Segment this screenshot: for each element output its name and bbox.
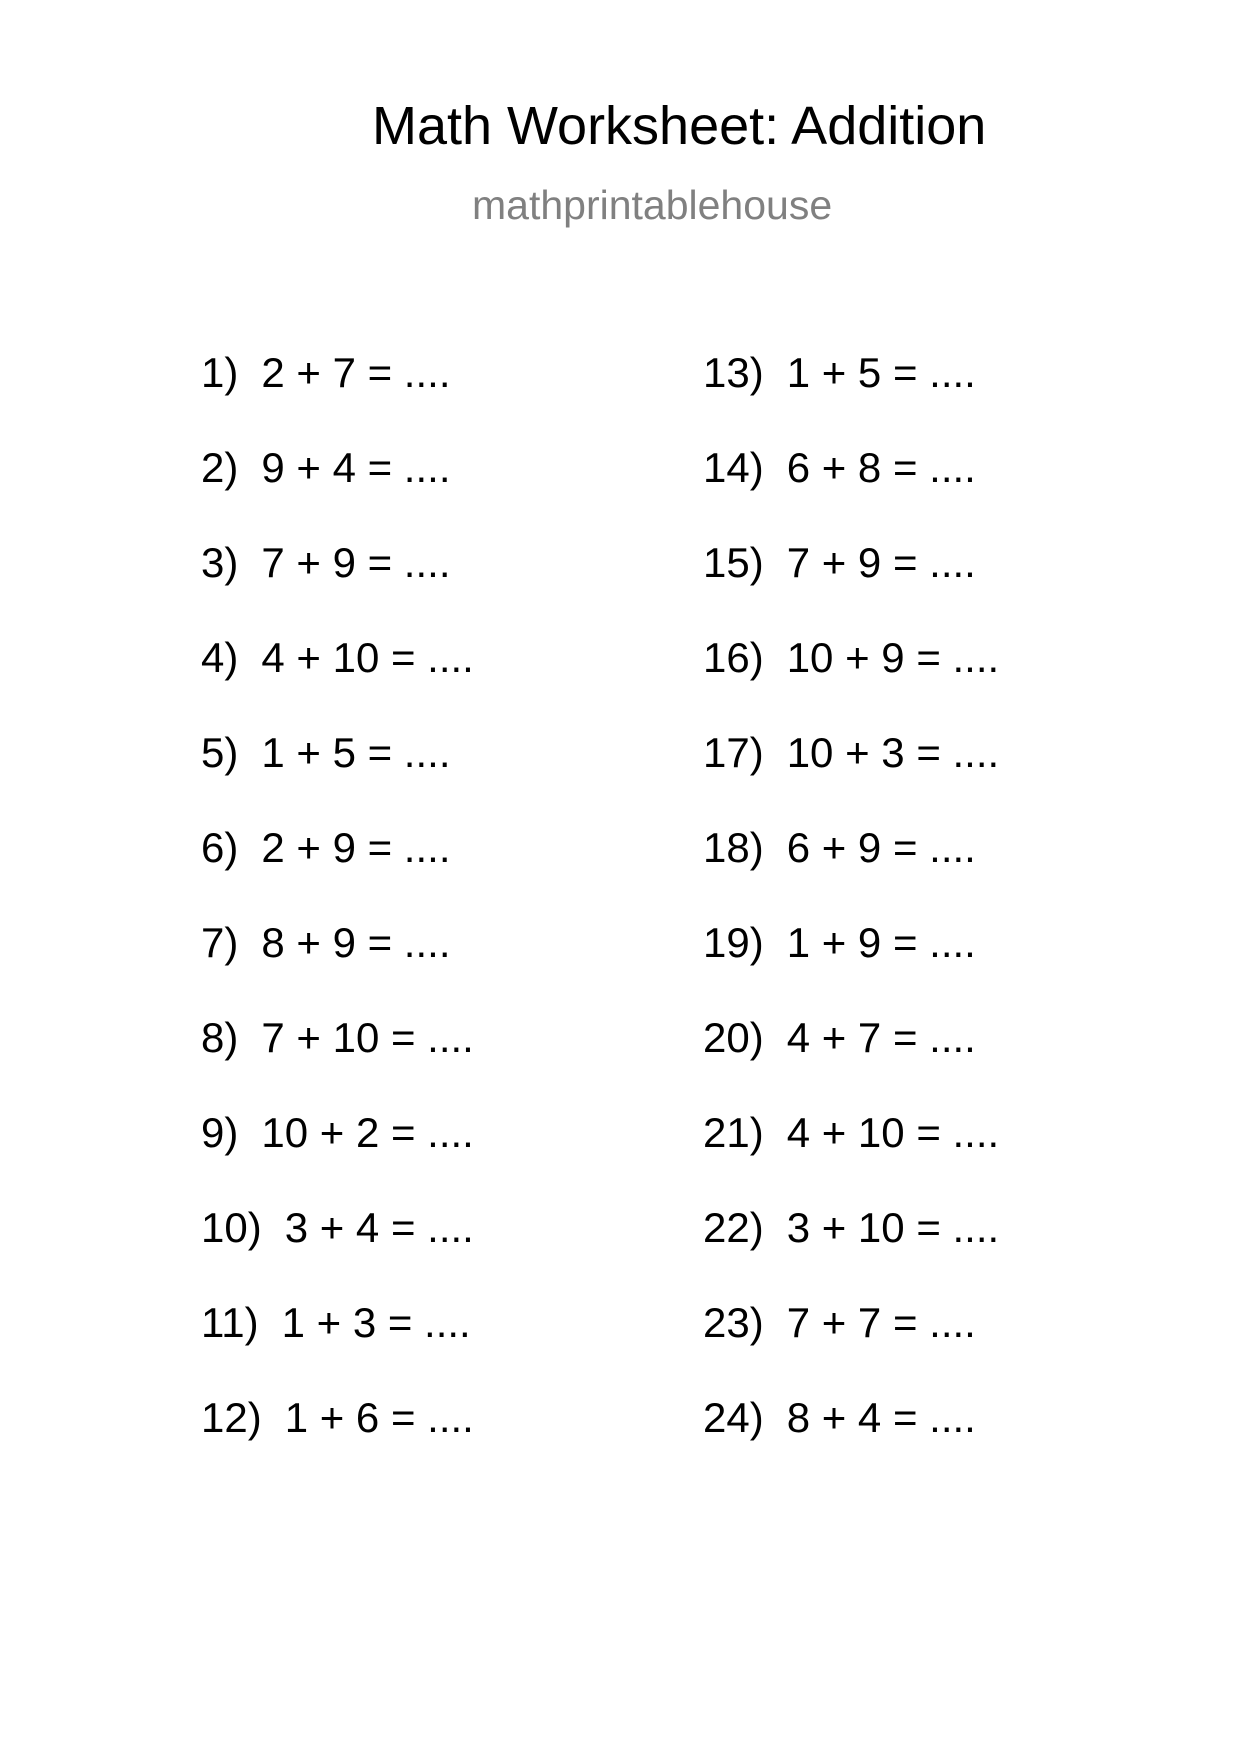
problem-number: 12) (201, 1394, 262, 1441)
problem-item (703, 1014, 999, 1112)
problem-number: 23) (703, 1299, 764, 1346)
problem-item (703, 919, 999, 1017)
problem-number: 22) (703, 1204, 764, 1251)
problem-number: 19) (703, 919, 764, 966)
problem-item (703, 1394, 999, 1492)
problem-expression: 8 + 9 = .... (261, 919, 451, 966)
problem-expression: 7 + 9 = .... (261, 539, 451, 586)
problem-expression: 4 + 10 = .... (261, 634, 474, 681)
problem-expression: 4 + 7 = .... (786, 1014, 976, 1061)
problem-number: 24) (703, 1394, 764, 1441)
problem-item (201, 824, 474, 922)
problem-number: 13) (703, 349, 764, 396)
problem-expression: 1 + 3 = .... (281, 1299, 471, 1346)
problem-expression: 7 + 9 = .... (786, 539, 976, 586)
problem-item (201, 444, 474, 542)
problem-expression: 9 + 4 = .... (261, 444, 451, 491)
problem-expression: 6 + 8 = .... (786, 444, 976, 491)
problem-item (201, 634, 474, 732)
problem-expression: 1 + 6 = .... (284, 1394, 474, 1441)
problem-item (201, 1204, 474, 1302)
problem-number: 11) (201, 1299, 259, 1346)
problem-number: 6) (201, 824, 239, 871)
problem-expression: 10 + 2 = .... (261, 1109, 474, 1156)
problem-column-right (703, 349, 1000, 1492)
problem-item (703, 1204, 1000, 1302)
problem-item (201, 1014, 474, 1112)
problem-item (703, 1299, 999, 1397)
problem-expression: 2 + 7 = .... (261, 349, 451, 396)
problem-number: 14) (703, 444, 764, 491)
problem-expression: 1 + 5 = .... (261, 729, 451, 776)
problem-expression: 7 + 7 = .... (786, 1299, 976, 1346)
problem-number: 15) (703, 539, 764, 586)
problem-item (201, 349, 474, 447)
problem-item (703, 444, 999, 542)
problem-item (703, 729, 1000, 827)
problem-expression: 8 + 4 = .... (786, 1394, 976, 1441)
problem-number: 16) (703, 634, 764, 681)
problem-expression: 6 + 9 = .... (786, 824, 976, 871)
problem-number: 4) (201, 634, 239, 681)
problem-item (703, 1109, 1000, 1207)
problem-expression: 1 + 9 = .... (786, 919, 976, 966)
problem-expression: 3 + 4 = .... (284, 1204, 474, 1251)
problem-expression: 7 + 10 = .... (261, 1014, 474, 1061)
problem-number: 5) (201, 729, 239, 776)
problem-expression: 3 + 10 = .... (786, 1204, 1000, 1251)
problem-number: 18) (703, 824, 764, 871)
problem-item (201, 1299, 474, 1397)
problem-number: 7) (201, 919, 239, 966)
problem-expression: 10 + 9 = .... (786, 634, 1000, 681)
problem-expression: 2 + 9 = .... (261, 824, 451, 871)
page-title: Math Worksheet: Addition (372, 96, 987, 156)
problem-item (703, 824, 999, 922)
problem-number: 17) (703, 729, 764, 776)
problem-item (703, 539, 999, 637)
problem-number: 8) (201, 1014, 239, 1061)
problem-item (201, 1394, 474, 1492)
problem-number: 10) (201, 1204, 262, 1251)
problem-item (201, 919, 474, 1017)
publisher-subtitle: mathprintablehouse (472, 182, 833, 228)
problem-item (703, 634, 1000, 732)
problem-column-left (201, 349, 474, 1492)
problem-number: 21) (703, 1109, 764, 1156)
problem-expression: 4 + 10 = .... (786, 1109, 1000, 1156)
problem-item (703, 349, 999, 447)
problem-number: 2) (201, 444, 239, 491)
problem-number: 3) (201, 539, 239, 586)
problem-number: 9) (201, 1109, 239, 1156)
problem-expression: 10 + 3 = .... (786, 729, 1000, 776)
problem-number: 1) (201, 349, 239, 396)
problem-item (201, 729, 474, 827)
problem-number: 20) (703, 1014, 764, 1061)
problem-item (201, 539, 474, 637)
problem-expression: 1 + 5 = .... (786, 349, 976, 396)
problem-item (201, 1109, 474, 1207)
